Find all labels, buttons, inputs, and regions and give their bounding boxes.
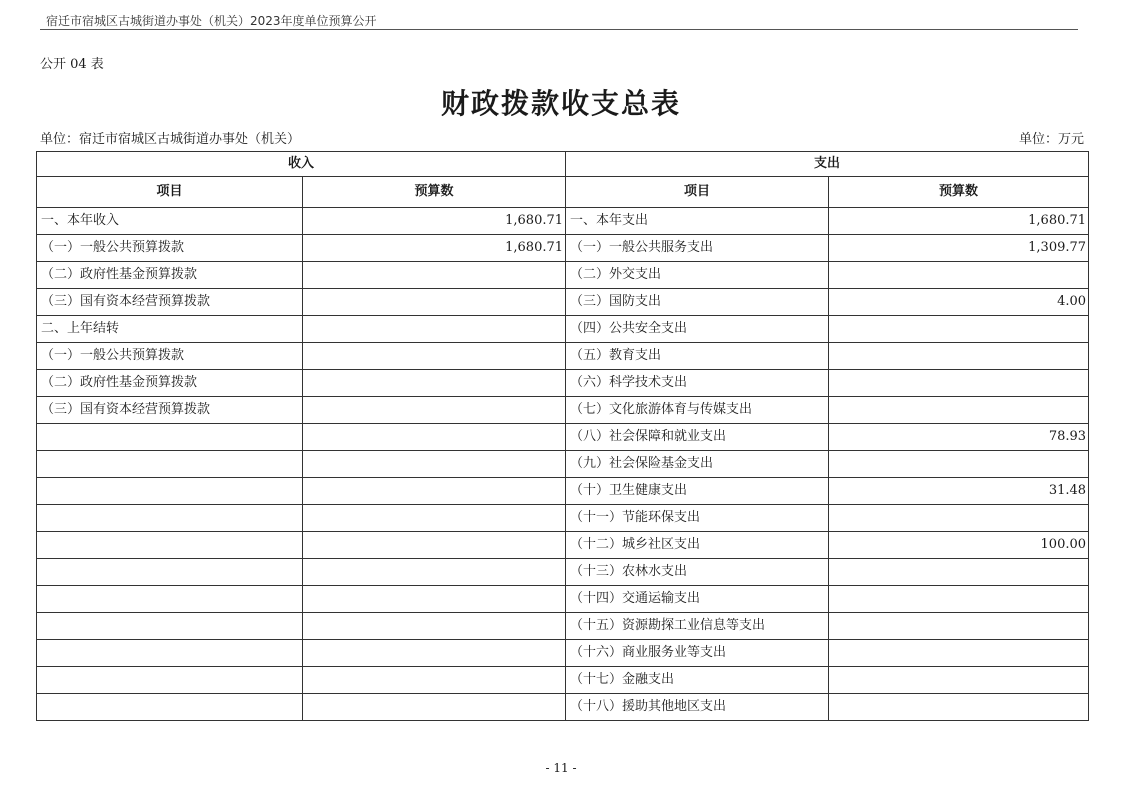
table-row (37, 586, 1089, 613)
expense-item-cell: （十二）城乡社区支出 (566, 532, 829, 559)
expense-amount-cell (829, 262, 1089, 289)
table-row (37, 613, 1089, 640)
form-number: 公开 04 表 (40, 57, 104, 72)
expense-amount-cell: 1,309.77 (829, 235, 1089, 262)
table-row (37, 694, 1089, 721)
expense-amount-cell (829, 451, 1089, 478)
income-item-cell: （一）一般公共预算拨款 (37, 235, 303, 262)
income-item-cell: （一）一般公共预算拨款 (37, 343, 303, 370)
expense-item-cell: （二）外交支出 (566, 262, 829, 289)
expense-item-cell: （十一）节能环保支出 (566, 505, 829, 532)
expense-amount-cell (829, 694, 1089, 721)
expense-amount-cell (829, 316, 1089, 343)
income-amount-cell (303, 262, 566, 289)
table-row (37, 451, 1089, 478)
table-row (37, 289, 1089, 316)
table-row (37, 235, 1089, 262)
table-row (37, 532, 1089, 559)
table-row (37, 262, 1089, 289)
expense-amount-cell (829, 586, 1089, 613)
expense-item-cell: （十七）金融支出 (566, 667, 829, 694)
income-item-cell: 二、上年结转 (37, 316, 303, 343)
expense-item-cell: （十）卫生健康支出 (566, 478, 829, 505)
income-item-cell: （二）政府性基金预算拨款 (37, 262, 303, 289)
income-item-cell: （二）政府性基金预算拨款 (37, 370, 303, 397)
income-group-header: 收入 (37, 152, 566, 177)
group-header-row (37, 152, 1089, 177)
expense-amount-cell: 78.93 (829, 424, 1089, 451)
expense-amount-cell (829, 370, 1089, 397)
table-row (37, 640, 1089, 667)
expense-amount-cell (829, 343, 1089, 370)
table-row (37, 343, 1089, 370)
budget-table (36, 151, 1089, 721)
page-number: - 11 - (545, 761, 577, 775)
income-item-cell: （三）国有资本经营预算拨款 (37, 397, 303, 424)
income-amount-cell (303, 532, 566, 559)
income-amount-cell (303, 667, 566, 694)
income-item-cell (37, 586, 303, 613)
expense-item-cell: （八）社会保障和就业支出 (566, 424, 829, 451)
expense-item-cell: （三）国防支出 (566, 289, 829, 316)
income-amount-cell (303, 343, 566, 370)
expense-amount-cell: 100.00 (829, 532, 1089, 559)
expense-item-cell: （十八）援助其他地区支出 (566, 694, 829, 721)
income-amount-cell (303, 424, 566, 451)
expense-item-cell: （十五）资源勘探工业信息等支出 (566, 613, 829, 640)
table-row (37, 370, 1089, 397)
expense-amount-cell: 4.00 (829, 289, 1089, 316)
unit-line (40, 128, 1084, 147)
column-header-row (37, 177, 1089, 208)
expense-amount-cell (829, 613, 1089, 640)
expense-amount-cell: 1,680.71 (829, 208, 1089, 235)
income-item-cell (37, 505, 303, 532)
income-amount-cell (303, 640, 566, 667)
income-amount-cell (303, 559, 566, 586)
expense-amount-header: 预算数 (829, 177, 1089, 208)
table-row (37, 397, 1089, 424)
income-item-cell (37, 694, 303, 721)
expense-item-cell: （九）社会保险基金支出 (566, 451, 829, 478)
income-item-cell: 一、本年收入 (37, 208, 303, 235)
page-title: 财政拨款收支总表 (440, 87, 681, 120)
header-rule (40, 29, 1078, 30)
expense-item-cell: 一、本年支出 (566, 208, 829, 235)
income-amount-cell (303, 451, 566, 478)
table-row (37, 505, 1089, 532)
table-body (37, 208, 1089, 721)
expense-amount-cell (829, 667, 1089, 694)
income-item-cell (37, 532, 303, 559)
table-row (37, 424, 1089, 451)
expense-item-cell: （七）文化旅游体育与传媒支出 (566, 397, 829, 424)
table-row (37, 478, 1089, 505)
income-amount-cell: 1,680.71 (303, 208, 566, 235)
income-item-cell (37, 451, 303, 478)
expense-item-cell: （十三）农林水支出 (566, 559, 829, 586)
unit-label: 单位：宿迁市宿城区古城街道办事处（机关） (40, 132, 301, 147)
income-item-cell: （三）国有资本经营预算拨款 (37, 289, 303, 316)
expense-amount-cell (829, 505, 1089, 532)
expense-item-cell: （四）公共安全支出 (566, 316, 829, 343)
running-header: 宿迁市宿城区古城街道办事处（机关）2023年度单位预算公开 (46, 14, 377, 28)
expense-item-cell: （十四）交通运输支出 (566, 586, 829, 613)
currency-label: 单位：万元 (1018, 132, 1084, 147)
income-amount-cell (303, 316, 566, 343)
expense-item-cell: （一）一般公共服务支出 (566, 235, 829, 262)
table-row (37, 667, 1089, 694)
expense-item-cell: （五）教育支出 (566, 343, 829, 370)
income-amount-cell (303, 370, 566, 397)
income-item-cell (37, 559, 303, 586)
table-row (37, 559, 1089, 586)
income-amount-cell (303, 613, 566, 640)
expense-amount-cell (829, 559, 1089, 586)
expense-amount-cell (829, 397, 1089, 424)
income-amount-cell (303, 694, 566, 721)
income-amount-cell (303, 505, 566, 532)
income-amount-cell (303, 586, 566, 613)
income-item-cell (37, 667, 303, 694)
income-item-header: 项目 (37, 177, 303, 208)
income-item-cell (37, 640, 303, 667)
income-amount-header: 预算数 (303, 177, 566, 208)
expense-item-header: 项目 (566, 177, 829, 208)
income-item-cell (37, 478, 303, 505)
expense-item-cell: （六）科学技术支出 (566, 370, 829, 397)
table-row (37, 316, 1089, 343)
expense-item-cell: （十六）商业服务业等支出 (566, 640, 829, 667)
income-amount-cell (303, 478, 566, 505)
expense-group-header: 支出 (566, 152, 1089, 177)
expense-amount-cell: 31.48 (829, 478, 1089, 505)
expense-amount-cell (829, 640, 1089, 667)
income-amount-cell: 1,680.71 (303, 235, 566, 262)
table-row (37, 208, 1089, 235)
income-item-cell (37, 613, 303, 640)
income-amount-cell (303, 397, 566, 424)
income-amount-cell (303, 289, 566, 316)
income-item-cell (37, 424, 303, 451)
